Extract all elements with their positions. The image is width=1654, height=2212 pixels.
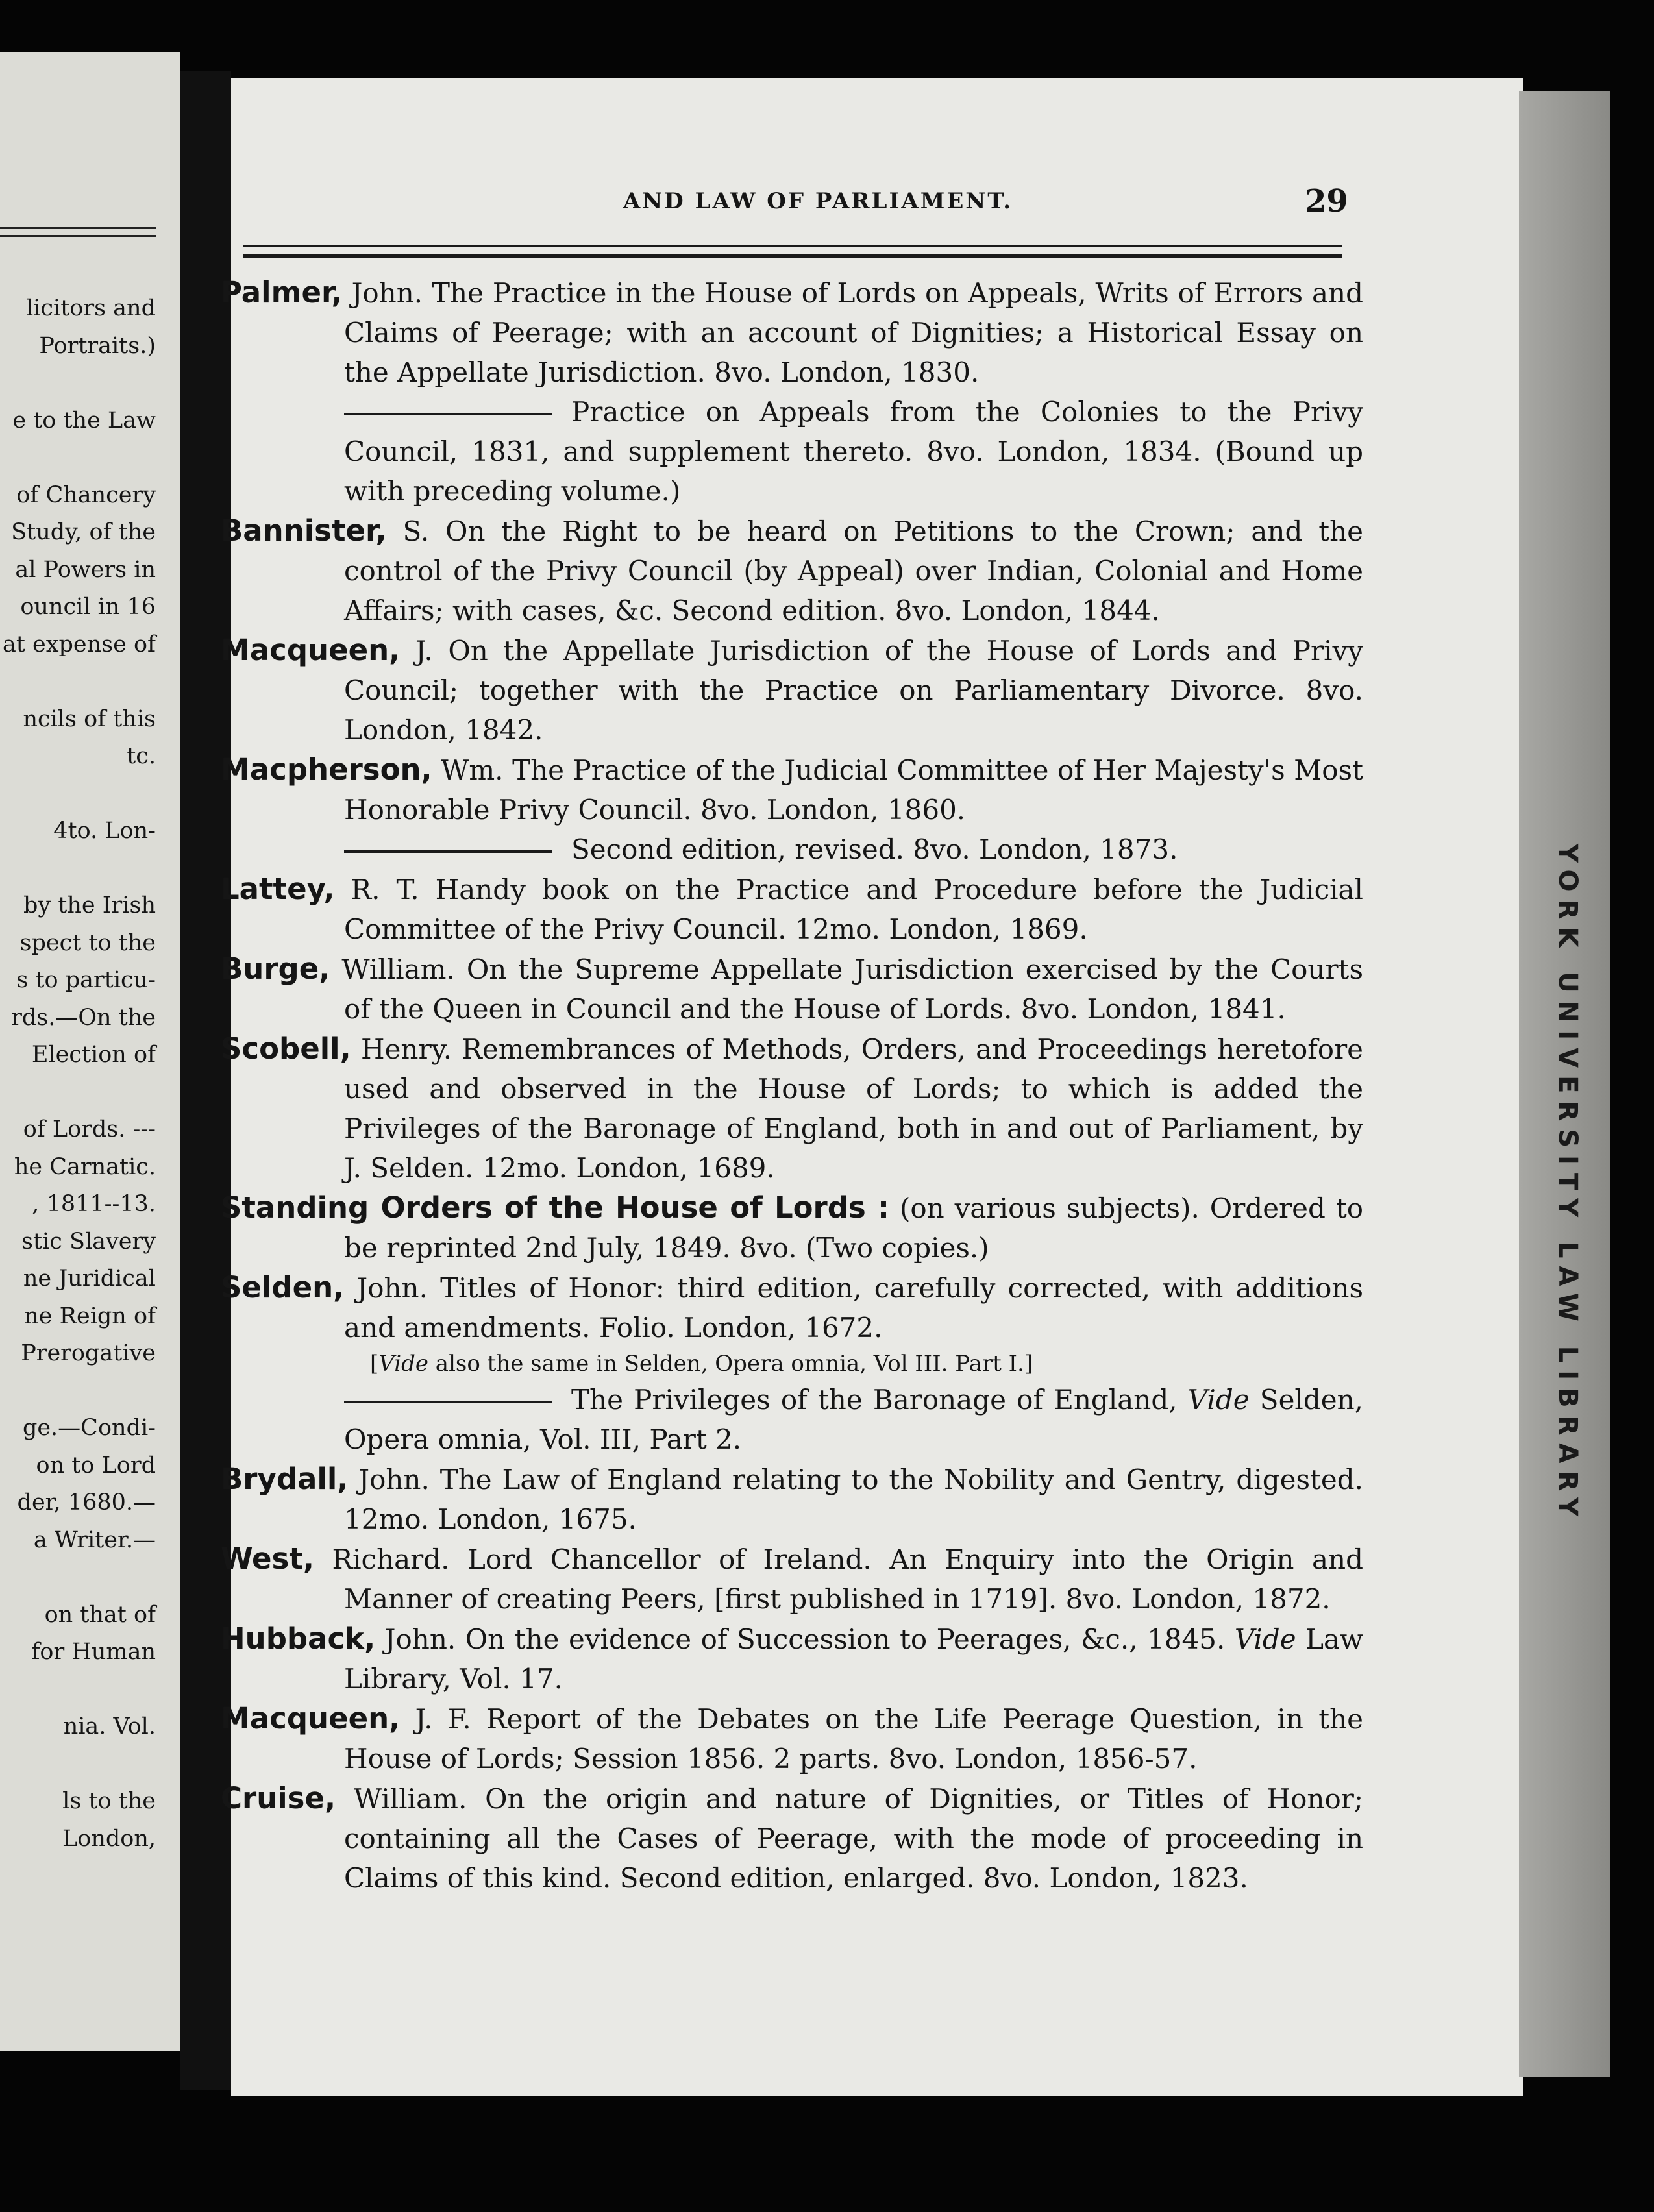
entry-author: Macqueen, [221, 1701, 401, 1736]
bibliography-entry [221, 630, 1363, 750]
left-page-line: Study, of the [11, 519, 156, 545]
left-facing-page [0, 52, 180, 2051]
entry-author: Hubback, [221, 1621, 376, 1656]
left-page-line: Prerogative [21, 1340, 156, 1366]
left-page-line: a Writer.— [33, 1527, 156, 1553]
left-page-line: ouncil in 16 [20, 594, 156, 620]
header-rule-top [243, 245, 1342, 247]
sub-entry-vide: Vide [1187, 1384, 1250, 1416]
left-page-line: e to the Law [12, 407, 156, 434]
bibliography-entry [221, 1699, 1363, 1778]
entry-text: R. T. Handy book on the Practice and Procedure before the Judicial Committee of the Privy Council. 12mo. London, 1869. [344, 874, 1363, 945]
entry-text: J. F. Report of the Debates on the Life Peerage Question, in the House of Lords; Session 1856. 2 parts. 8vo. London, 1856-57. [344, 1703, 1363, 1775]
bibliography-entry [221, 1778, 1363, 1898]
left-page-line: ne Reign of [24, 1303, 156, 1329]
left-page-line: ls to the [62, 1788, 156, 1814]
left-page-line: der, 1680.— [17, 1490, 156, 1516]
entry-author: Brydall, [221, 1462, 349, 1496]
bibliography-entry [221, 1539, 1363, 1619]
bibliography-entry [221, 1268, 1363, 1347]
bibliography-entry [221, 273, 1363, 392]
entry-text: William. On the Supreme Appellate Jurisdiction exercised by the Courts of the Queen in Council and the House of Lords. 8vo. London, 1841. [341, 953, 1363, 1025]
bibliography-entry [221, 1029, 1363, 1188]
left-page-line: ncils of this [23, 706, 156, 732]
entry-text: Richard. Lord Chancellor of Ireland. An Enquiry into the Origin and Manner of creating Peers, [first published in 1719]. 8vo. London, 1872. [332, 1543, 1363, 1615]
left-page-line: Portraits.) [39, 332, 156, 359]
entry-author: Lattey, [221, 872, 335, 906]
left-page-line: London, [62, 1825, 156, 1852]
sub-entry [221, 830, 1363, 869]
left-page-line: s to particu- [16, 967, 156, 993]
left-page-line: of Chancery [16, 482, 156, 508]
entry-text: Wm. The Practice of the Judicial Committee of Her Majesty's Most Honorable Privy Council. 8vo. London, 1860. [344, 754, 1363, 826]
left-page-line: 4to. Lon- [53, 818, 156, 844]
left-page-line: al Powers in [15, 556, 156, 583]
header-rule-bottom [243, 254, 1342, 258]
left-page-line: of Lords. --- [23, 1116, 156, 1142]
entry-author: Macqueen, [221, 633, 401, 667]
entry-author: Burge, [221, 952, 330, 986]
entry-text: John. On the evidence of Succession to Peerages, &c., 1845. [384, 1623, 1226, 1655]
ditto-rule [344, 1401, 552, 1403]
sub-entry-text: Practice on Appeals from the Colonies to the Privy Council, 1831, and supplement thereto. 8vo. London, 1834. (Bound up with preceding volume.) [344, 396, 1363, 507]
left-page-line: ne Juridical [23, 1266, 156, 1292]
left-page-line: on that of [44, 1601, 156, 1628]
left-page-line: , 1811--13. [32, 1191, 156, 1217]
bibliography-entry [221, 949, 1363, 1029]
entry-text: J. On the Appellate Jurisdiction of the House of Lords and Privy Council; together with the Practice on Parliamentary Divorce. 8vo. London, 1842. [344, 635, 1363, 746]
left-page-line: by the Irish [23, 892, 156, 918]
bibliography-entries [221, 273, 1363, 1898]
entry-author: Scobell, [221, 1031, 351, 1066]
library-stamp: YORK UNIVERSITY LAW LIBRARY [1553, 844, 1583, 1524]
entry-text-tail: Law Library, Vol. 17. [344, 1623, 1363, 1695]
left-page-line: stic Slavery [21, 1228, 156, 1255]
sub-entry [221, 392, 1363, 511]
sub-entry-text: The Privileges of the Baronage of England, [571, 1384, 1178, 1416]
ditto-rule [344, 413, 552, 415]
entry-text: William. On the origin and nature of Dignities, or Titles of Honor; containing all the Cases of Peerage, with the mode of proceeding in Claims of this kind. Second edition, enlarged. 8vo. London, 1823. [344, 1783, 1363, 1894]
entry-author: Cruise, [221, 1781, 336, 1815]
bibliography-entry [221, 750, 1363, 830]
entry-text: John. The Practice in the House of Lords on Appeals, Writs of Errors and Claims of Peerage; with an account of Dignities; a Historical Essay on the Appellate Jurisdiction. 8vo. London, 1830. [344, 277, 1363, 388]
entry-text: S. On the Right to be heard on Petitions to the Crown; and the control of the Privy Council (by Appeal) over Indian, Colonial and Home Affairs; with cases, &c. Second edition. 8vo. London, 1844. [344, 515, 1364, 626]
note-text: also the same in Selden, Opera omnia, Vol III. Part I.] [428, 1351, 1033, 1377]
entry-author: Macpherson, [221, 752, 432, 787]
sub-entry-text: Second edition, revised. 8vo. London, 1873. [571, 833, 1178, 865]
left-page-rule [0, 235, 156, 237]
sub-entry [221, 1380, 1363, 1459]
entry-text: Henry. Remembrances of Methods, Orders, and Proceedings heretofore used and observed in the House of Lords; to which is added the Privileges of the Baronage of England, both in and out of Parliament, by J. Selden. 12mo. London, 1689. [344, 1033, 1363, 1184]
entry-author: Standing Orders of the House of Lords : [221, 1190, 890, 1225]
entry-author: Bannister, [221, 513, 387, 548]
left-page-line: at expense of [3, 631, 156, 657]
left-page-line: tc. [127, 743, 156, 769]
entry-author: Palmer, [221, 275, 343, 310]
bibliography-entry [221, 869, 1363, 949]
left-page-line: ge.—Condi- [22, 1415, 156, 1441]
running-head: AND LAW OF PARLIAMENT. [623, 188, 1013, 214]
note-vide: Vide [378, 1351, 428, 1377]
bibliography-entry [221, 1188, 1363, 1268]
bibliography-entry [221, 511, 1363, 630]
sub-entry-text-tail: Selden, Opera omnia, Vol. III, Part 2. [344, 1384, 1363, 1455]
entry-text: (on various subjects). Ordered to be reprinted 2nd July, 1849. 8vo. (Two copies.) [344, 1192, 1363, 1264]
left-page-line: he Carnatic. [14, 1153, 156, 1180]
left-page-line: on to Lord [36, 1452, 156, 1479]
bibliography-entry [221, 1459, 1363, 1539]
entry-note [221, 1347, 1363, 1380]
entry-text: John. The Law of England relating to the Nobility and Gentry, digested. 12mo. London, 1675. [344, 1464, 1363, 1535]
entry-vide: Vide [1234, 1623, 1296, 1655]
left-page-line: licitors and [26, 295, 156, 321]
left-page-line: spect to the [19, 929, 156, 956]
bibliography-entry [221, 1619, 1363, 1699]
entry-author: Selden, [221, 1270, 345, 1305]
page-number: 29 [1305, 183, 1348, 219]
entry-author: West, [221, 1542, 314, 1576]
left-page-rule [0, 227, 156, 229]
ditto-rule [344, 850, 552, 853]
left-page-line: for Human [31, 1639, 156, 1665]
note-bracket: [ [370, 1351, 379, 1377]
entry-text: John. Titles of Honor: third edition, carefully corrected, with additions and amendments. Folio. London, 1672. [344, 1272, 1363, 1344]
left-page-line: rds.—On the [11, 1004, 156, 1031]
left-page-line: nia. Vol. [63, 1714, 156, 1739]
left-page-line: Election of [31, 1042, 156, 1068]
